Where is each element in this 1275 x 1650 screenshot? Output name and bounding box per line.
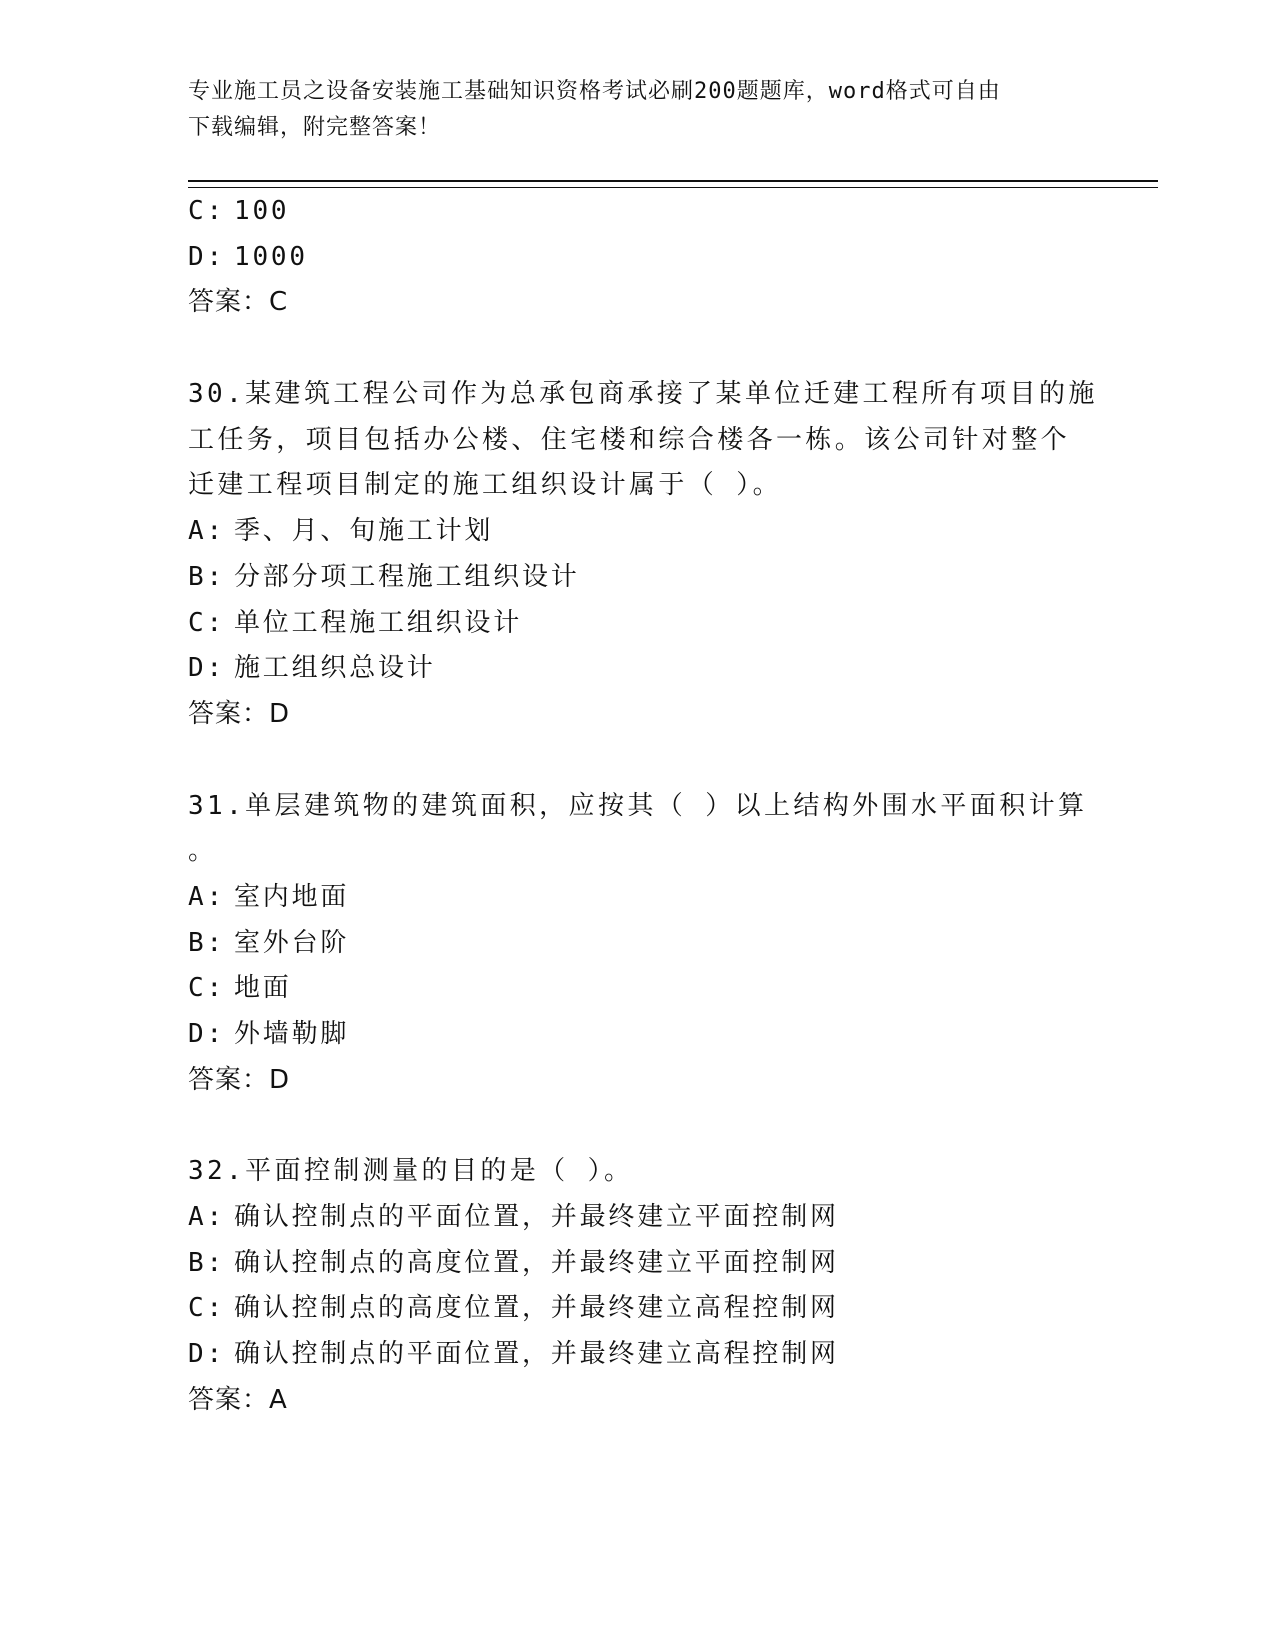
option-key: B: <box>188 1247 225 1278</box>
option-line <box>188 875 1148 921</box>
option-line <box>188 966 1148 1012</box>
option-key: B: <box>188 927 225 958</box>
question-32 <box>188 1149 1148 1423</box>
answer-line: 答案：A <box>188 1384 288 1415</box>
option-text: 室外台阶 <box>234 927 350 958</box>
option-text: 确认控制点的高度位置，并最终建立高程控制网 <box>234 1293 839 1324</box>
option-line <box>188 1286 1148 1332</box>
document-page <box>188 0 1148 1650</box>
option-key: C: <box>188 1293 225 1324</box>
document-header <box>188 74 1088 146</box>
option-line <box>188 555 1148 601</box>
option-line <box>188 189 1148 235</box>
header-divider <box>188 180 1158 188</box>
option-line <box>188 921 1148 967</box>
option-text: 施工组织总设计 <box>234 653 436 684</box>
option-key: A: <box>188 1202 225 1233</box>
option-line <box>188 1332 1148 1378</box>
question-stem-line: 30.某建筑工程公司作为总承包商承接了某单位迁建工程所有项目的施 <box>188 379 1098 410</box>
option-text: 室内地面 <box>234 881 350 912</box>
option-key: C: <box>188 196 225 226</box>
option-text: 分部分项工程施工组织设计 <box>234 561 580 592</box>
option-key: C: <box>188 607 225 638</box>
question-30 <box>188 372 1148 738</box>
option-key: D: <box>188 1339 225 1370</box>
question-31 <box>188 784 1148 1104</box>
option-text: 确认控制点的平面位置，并最终建立平面控制网 <box>234 1202 839 1233</box>
option-key: B: <box>188 561 225 592</box>
answer-line: 答案：D <box>188 1064 291 1095</box>
option-text: 季、月、旬施工计划 <box>234 516 494 547</box>
header-line-2: 下载编辑，附完整答案！ <box>188 115 442 140</box>
spacer <box>188 326 1148 372</box>
option-key: A: <box>188 516 225 547</box>
question-stem-line: 32.平面控制测量的目的是（ ）。 <box>188 1156 634 1187</box>
question-stem-line: 工任务，项目包括办公楼、住宅楼和综合楼各一栋。该公司针对整个 <box>188 424 1071 455</box>
header-line-1: 专业施工员之设备安装施工基础知识资格考试必刷200题题库，word格式可自由 <box>188 79 1001 104</box>
option-line <box>188 235 1148 281</box>
option-text: 确认控制点的平面位置，并最终建立高程控制网 <box>234 1339 839 1370</box>
option-line <box>188 1012 1148 1058</box>
question-stem-line: 。 <box>188 836 218 867</box>
option-text: 地面 <box>234 973 292 1004</box>
option-key: D: <box>188 241 225 272</box>
option-line <box>188 646 1148 692</box>
option-key: A: <box>188 881 225 912</box>
spacer <box>188 1103 1148 1149</box>
option-key: D: <box>188 653 225 684</box>
option-text: 外墙勒脚 <box>234 1019 350 1049</box>
option-key: D: <box>188 1019 225 1049</box>
option-text: 1000 <box>234 241 308 272</box>
option-line <box>188 509 1148 555</box>
answer-line: 答案：D <box>188 698 291 729</box>
option-line <box>188 1195 1148 1241</box>
answer-line: 答案：C <box>188 287 289 318</box>
question-content <box>188 189 1148 1424</box>
option-key: C: <box>188 973 225 1004</box>
option-text: 100 <box>234 196 290 226</box>
option-line <box>188 601 1148 647</box>
option-line <box>188 1241 1148 1287</box>
prev-question-tail <box>188 189 1148 326</box>
spacer <box>188 738 1148 784</box>
option-text: 确认控制点的高度位置，并最终建立平面控制网 <box>234 1247 839 1278</box>
question-stem-line: 迁建工程项目制定的施工组织设计属于（ ）。 <box>188 470 783 501</box>
option-text: 单位工程施工组织设计 <box>234 607 523 638</box>
question-stem-line: 31.单层建筑物的建筑面积，应按其（ ）以上结构外围水平面积计算 <box>188 790 1088 821</box>
